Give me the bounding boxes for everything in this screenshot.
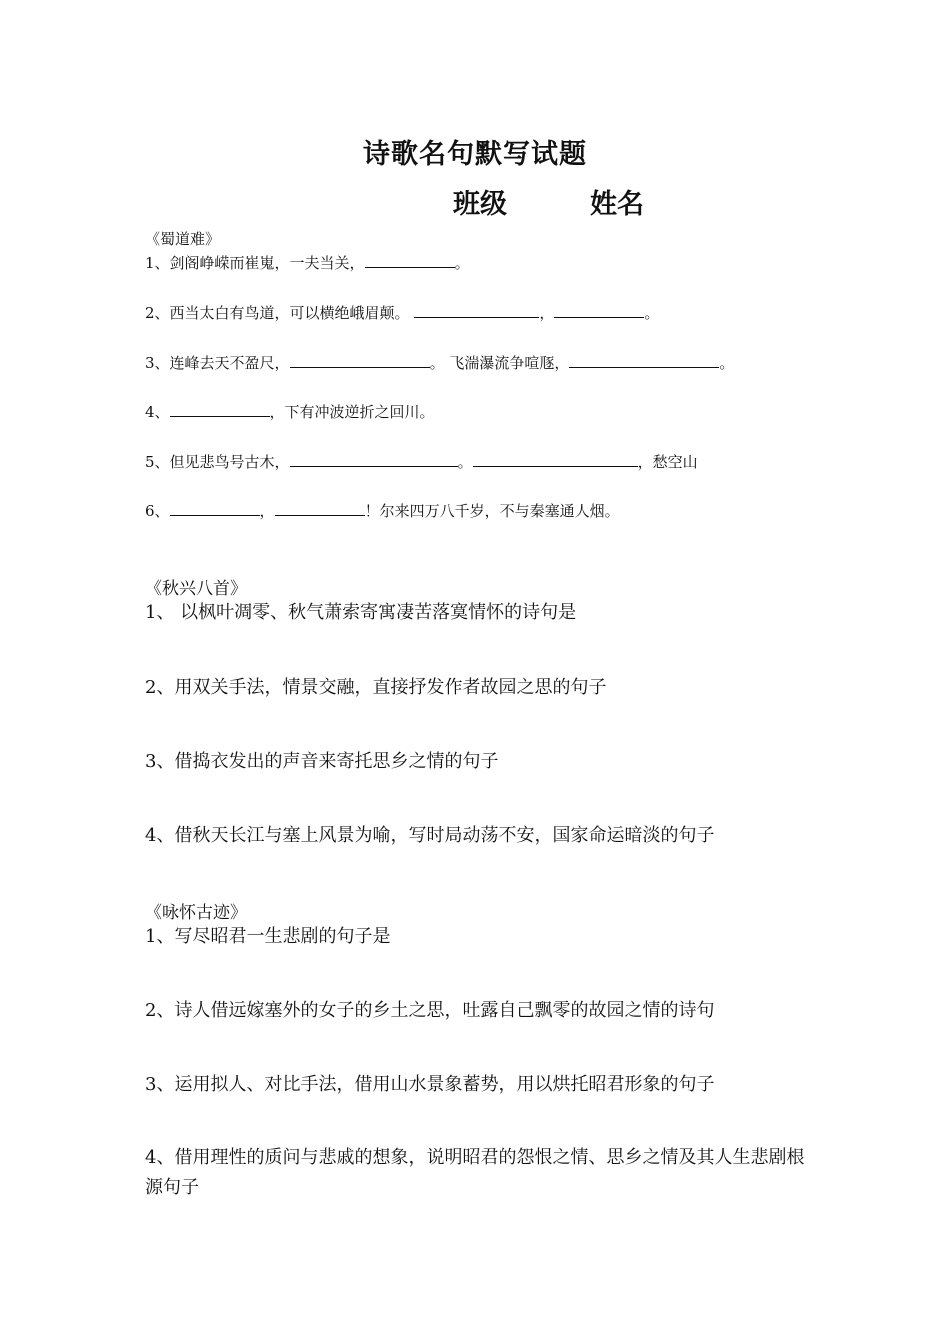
- question-3-4: 4、借用理性的质问与悲戚的想象，说明昭君的怨恨之情、思乡之情及其人生悲剧根源句子: [145, 1147, 805, 1198]
- answer-blank[interactable]: [414, 302, 539, 318]
- section-heading-yonghuai: 《咏怀古迹》: [145, 903, 247, 923]
- question-2-4: 4、借秋天长江与塞上风景为喻，写时局动荡不安，国家命运暗淡的句子: [145, 825, 715, 846]
- answer-blank[interactable]: [554, 302, 644, 318]
- question-2-3: 3、借捣衣发出的声音来寄托思乡之情的句子: [145, 751, 499, 772]
- question-1-4: 4、 ，下有冲波逆折之回川。: [145, 403, 435, 421]
- section-heading-qiuxing: 《秋兴八首》: [145, 579, 247, 599]
- answer-blank[interactable]: [290, 352, 430, 368]
- class-label: 班级: [453, 189, 507, 220]
- answer-blank[interactable]: [365, 252, 455, 268]
- question-3-1: 1、写尽昭君一生悲剧的句子是: [145, 926, 391, 947]
- question-1-3: 3、连峰去天不盈尺， 。 飞湍瀑流争喧豗， 。: [145, 354, 735, 372]
- page-title: 诗歌名句默写试题: [363, 139, 587, 170]
- question-2-2: 2、用双关手法，情景交融，直接抒发作者故园之思的句子: [145, 677, 607, 698]
- section-heading-shudaonan: 《蜀道难》: [145, 230, 221, 248]
- question-2-1: 1、 以枫叶凋零、秋气萧索寄寓凄苦落寞情怀的诗句是: [145, 602, 577, 623]
- answer-blank[interactable]: [170, 401, 270, 417]
- answer-blank[interactable]: [170, 500, 260, 516]
- question-1-6: 6、 ， ！尔来四万八千岁，不与秦塞通人烟。: [145, 502, 620, 520]
- answer-blank[interactable]: [569, 352, 719, 368]
- answer-blank[interactable]: [275, 500, 365, 516]
- question-3-3: 3、运用拟人、对比手法，借用山水景象蓄势，用以烘托昭君形象的句子: [145, 1074, 715, 1095]
- question-1-1: 1、剑阁峥嵘而崔嵬，一夫当关， 。: [145, 254, 470, 272]
- answer-blank[interactable]: [473, 451, 638, 467]
- question-1-2: 2、西当太白有鸟道，可以横绝峨眉颠。 ， 。: [145, 304, 660, 322]
- question-3-2: 2、诗人借远嫁塞外的女子的乡土之思，吐露自己飘零的故园之情的诗句: [145, 1000, 715, 1021]
- name-label: 姓名: [590, 189, 644, 220]
- question-1-5: 5、但见悲鸟号古木， 。 ，愁空山: [145, 453, 698, 471]
- answer-blank[interactable]: [290, 451, 458, 467]
